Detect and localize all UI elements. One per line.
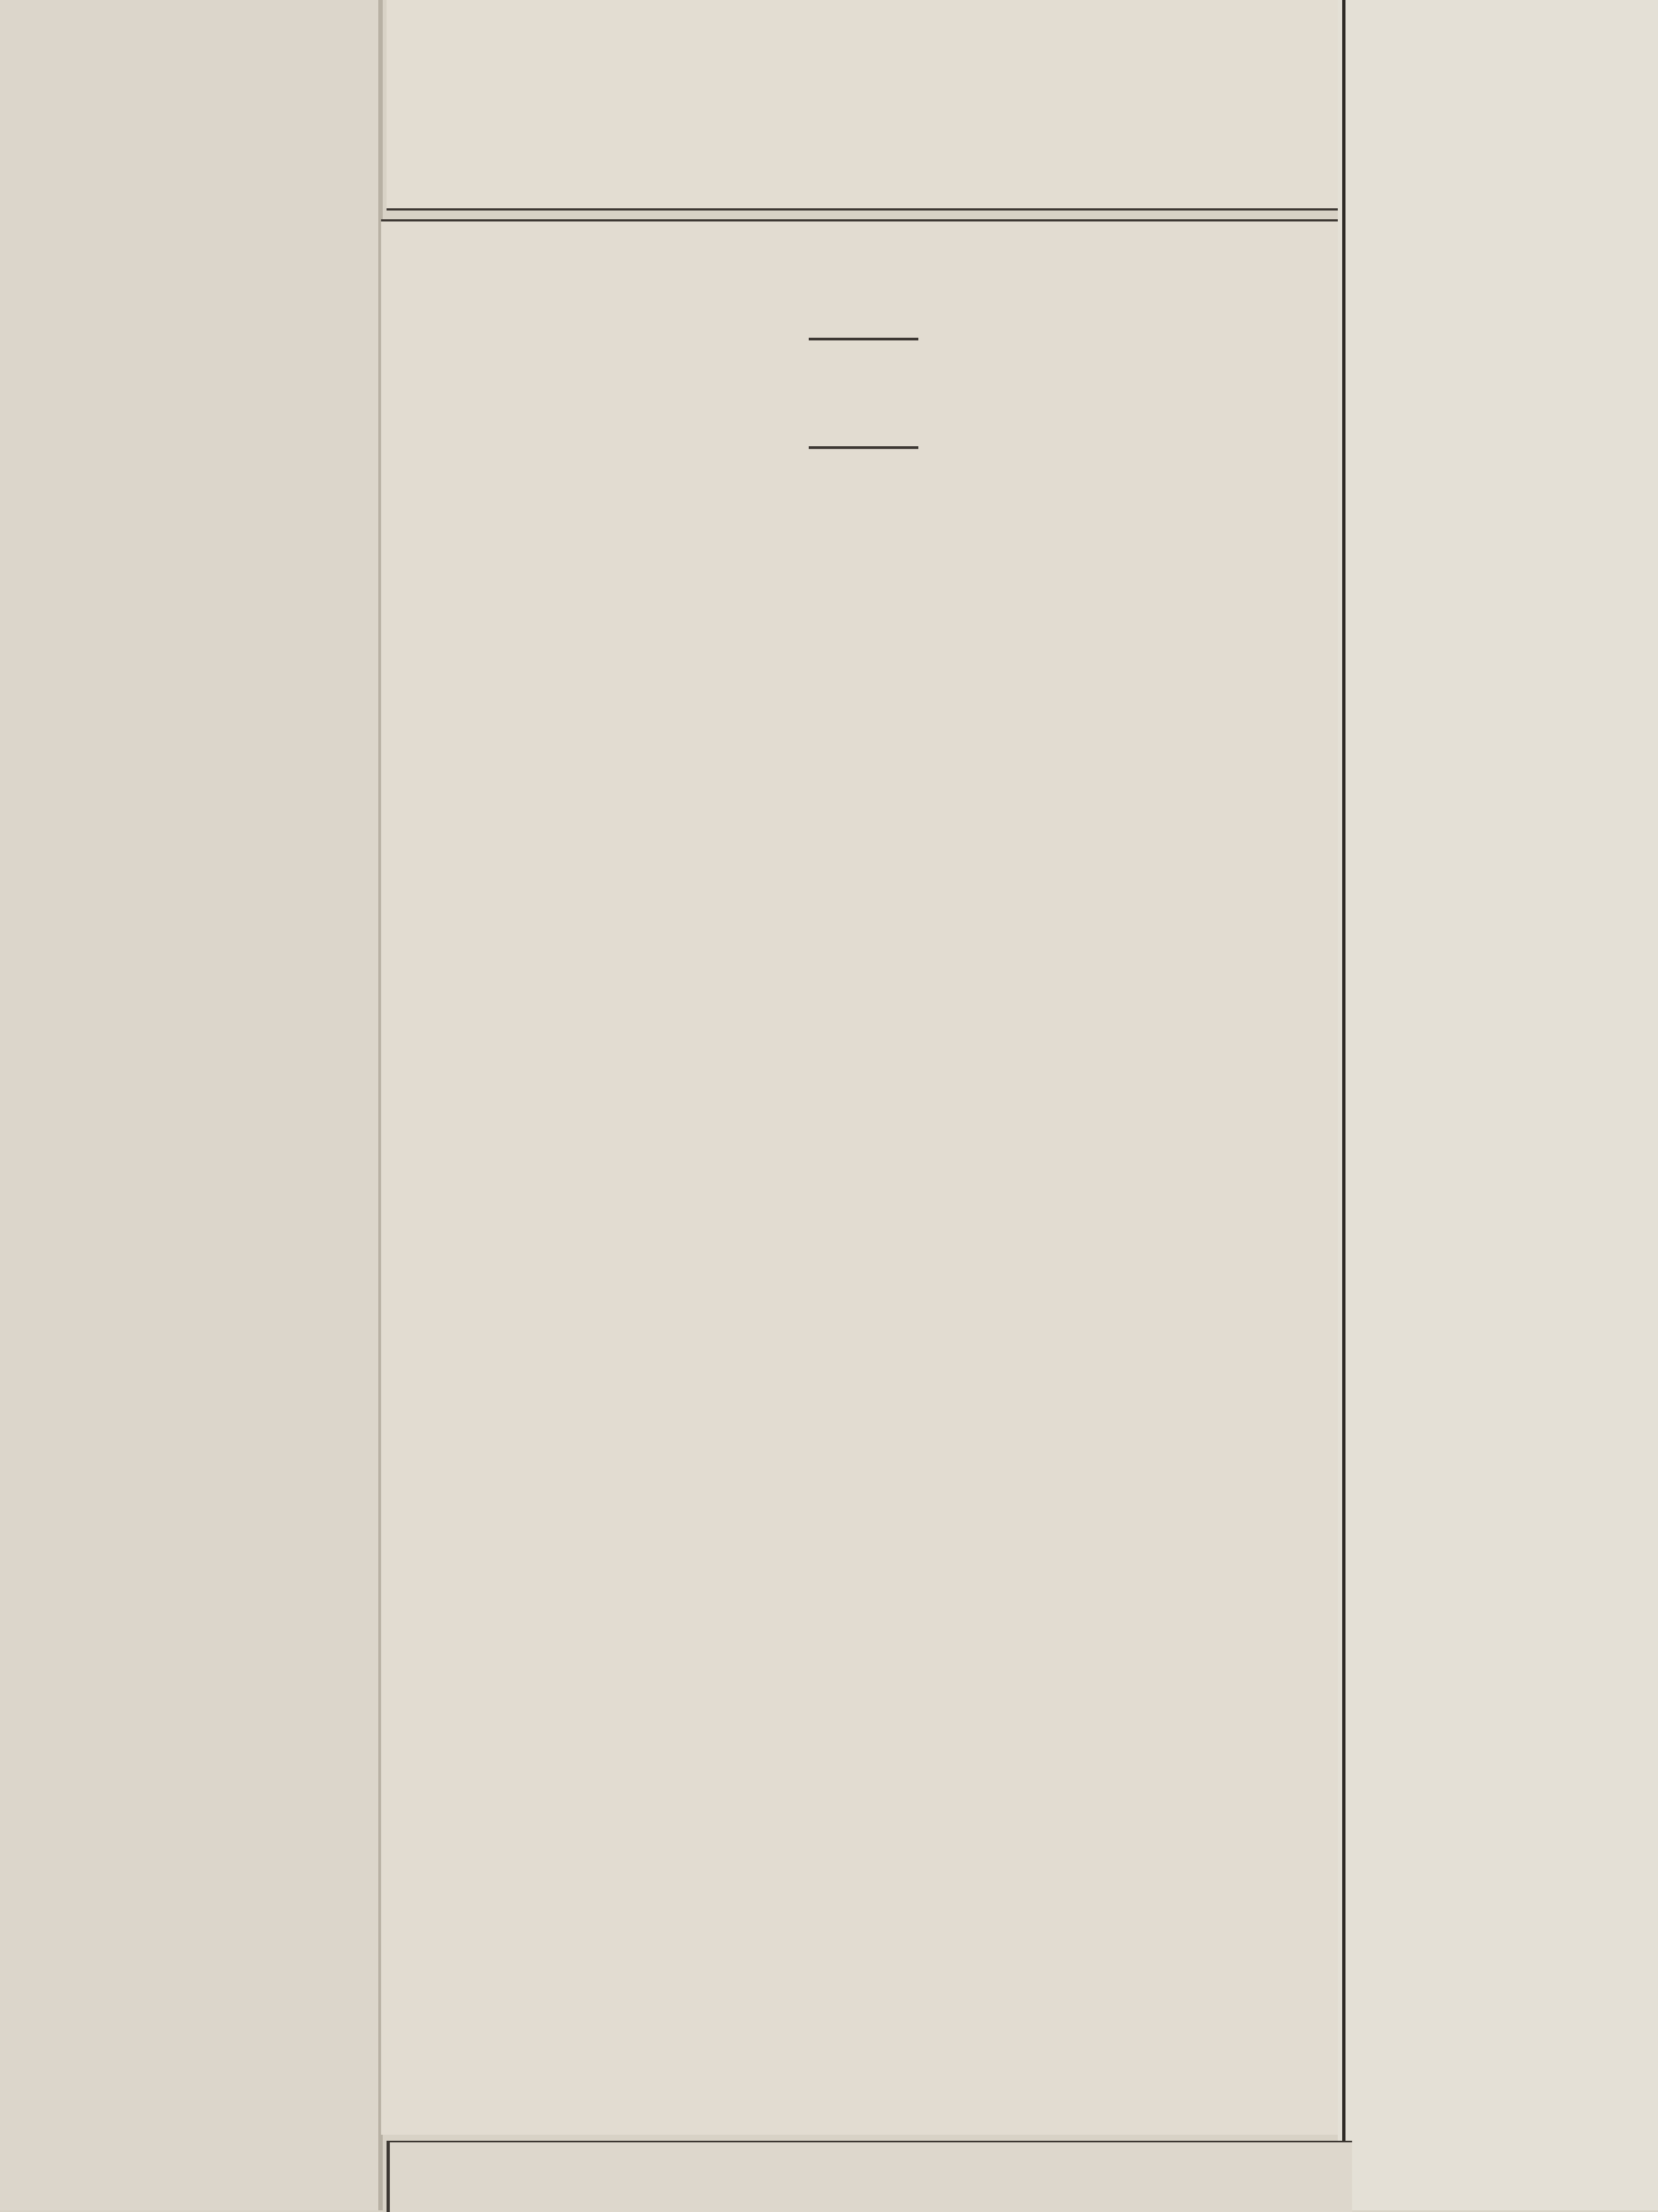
- column-rule: [1342, 0, 1345, 2210]
- right-clipping: [1338, 0, 1658, 2210]
- title-rule: [809, 338, 918, 340]
- left-clipping: [0, 0, 378, 2210]
- subtitle-rule: [809, 446, 918, 449]
- bottom-clipping: [387, 2141, 1352, 2212]
- top-clipping: [387, 0, 1349, 211]
- poem-clipping: [381, 219, 1346, 2135]
